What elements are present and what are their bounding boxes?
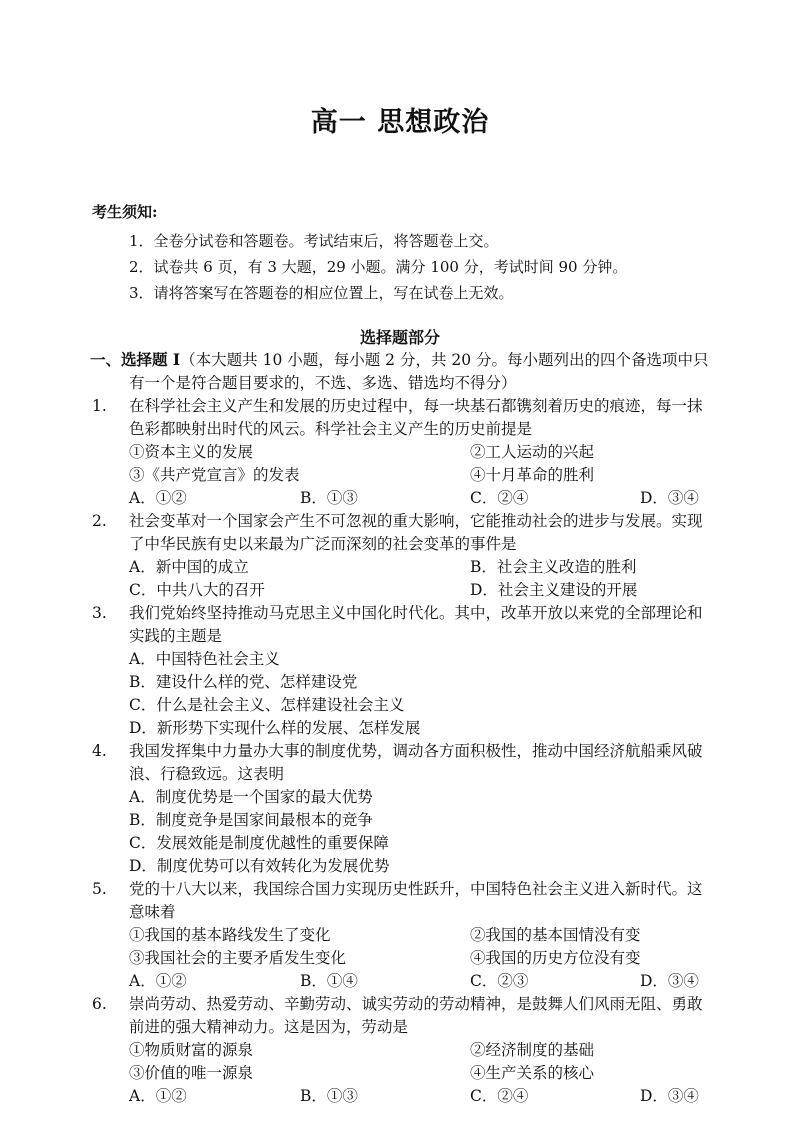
statement-item: ②我国的基本国情没有变 bbox=[470, 926, 641, 944]
answer-choice: B．①④ bbox=[300, 972, 358, 990]
statement-item: ②工人运动的兴起 bbox=[470, 443, 595, 461]
statement-item: ③《共产党宣言》的发表 bbox=[129, 466, 300, 484]
notice-item-1: 1．全卷分试卷和答题卷。考试结束后，将答题卷上交。 bbox=[129, 232, 499, 250]
answer-choice: D．社会主义建设的开展 bbox=[470, 581, 638, 599]
answer-choice: C．②④ bbox=[470, 489, 529, 507]
answer-choice: D．制度优势可以有效转化为发展优势 bbox=[129, 857, 390, 875]
part1-desc-2: 有一个是符合题目要求的，不选、多选、错选均不得分） bbox=[129, 374, 517, 392]
answer-choice: C．什么是社会主义、怎样建设社会主义 bbox=[129, 696, 405, 714]
answer-choice: C．中共八大的召开 bbox=[129, 581, 265, 599]
question-stem: 我国发挥集中力量办大事的制度优势，调动各方面积极性，推动中国经济航船乘风破 bbox=[129, 742, 703, 760]
question-stem: 浪、行稳致远。这表明 bbox=[129, 765, 285, 783]
answer-choice: B．社会主义改造的胜利 bbox=[470, 558, 637, 576]
question-stem: 色彩都映射出时代的风云。科学社会主义产生的历史前提是 bbox=[129, 420, 533, 438]
statement-item: ③价值的唯一源泉 bbox=[129, 1064, 254, 1082]
answer-choice: A．①② bbox=[129, 489, 187, 507]
statement-item: ④我国的历史方位没有变 bbox=[470, 949, 641, 967]
question-stem: 意味着 bbox=[129, 903, 176, 921]
question-stem: 我们党始终坚持推动马克思主义中国化时代化。其中，改革开放以来党的全部理论和 bbox=[129, 604, 703, 622]
question-number: 6. bbox=[92, 995, 107, 1013]
answer-choice: B．建设什么样的党、怎样建设党 bbox=[129, 673, 358, 691]
question-number: 3. bbox=[92, 604, 107, 622]
answer-choice: D．③④ bbox=[640, 489, 699, 507]
answer-choice: A．①② bbox=[129, 972, 187, 990]
statement-item: ①资本主义的发展 bbox=[129, 443, 254, 461]
question-number: 1. bbox=[92, 397, 107, 415]
answer-choice: A．制度优势是一个国家的最大优势 bbox=[129, 788, 373, 806]
answer-choice: C．②③ bbox=[470, 972, 529, 990]
question-stem: 实践的主题是 bbox=[129, 627, 223, 645]
statement-item: ①物质财富的源泉 bbox=[129, 1041, 254, 1059]
statement-item: ①我国的基本路线发生了变化 bbox=[129, 926, 331, 944]
part1-label: 一、选择题 I bbox=[90, 350, 181, 369]
statement-item: ②经济制度的基础 bbox=[470, 1041, 595, 1059]
answer-choice: B．①③ bbox=[300, 489, 358, 507]
statement-item: ④生产关系的核心 bbox=[470, 1064, 595, 1082]
answer-choice: C．发展效能是制度优越性的重要保障 bbox=[129, 834, 389, 852]
question-stem: 前进的强大精神动力。这是因为，劳动是 bbox=[129, 1018, 409, 1036]
notice-item-2: 2．试卷共 6 页，有 3 大题，29 小题。满分 100 分，考试时间 90 分钟。 bbox=[129, 258, 628, 276]
answer-choice: C．②④ bbox=[470, 1087, 529, 1105]
notice-heading: 考生须知: bbox=[92, 203, 158, 221]
answer-choice: B．①③ bbox=[300, 1087, 358, 1105]
question-number: 4. bbox=[92, 742, 107, 760]
section-title: 选择题部分 bbox=[359, 328, 440, 347]
answer-choice: A．中国特色社会主义 bbox=[129, 650, 280, 668]
answer-choice: A．①② bbox=[129, 1087, 187, 1105]
notice-item-3: 3．请将答案写在答题卷的相应位置上，写在试卷上无效。 bbox=[129, 284, 514, 302]
question-stem: 崇尚劳动、热爱劳动、辛勤劳动、诚实劳动的劳动精神，是鼓舞人们风雨无阻、勇敢 bbox=[129, 995, 703, 1013]
part1-desc-1: （本大题共 10 小题，每小题 2 分，共 20 分。每小题列出的四个备选项中只 bbox=[180, 351, 709, 369]
page-title: 高一 思想政治 bbox=[310, 107, 490, 138]
question-number: 5. bbox=[92, 880, 107, 898]
question-number: 2. bbox=[92, 512, 107, 530]
answer-choice: D．③④ bbox=[640, 972, 699, 990]
answer-choice: B．制度竞争是国家间最根本的竞争 bbox=[129, 811, 373, 829]
question-stem: 社会变革对一个国家会产生不可忽视的重大影响，它能推动社会的进步与发展。实现 bbox=[129, 512, 703, 530]
statement-item: ③我国社会的主要矛盾发生变化 bbox=[129, 949, 347, 967]
question-stem: 在科学社会主义产生和发展的历史过程中，每一块基石都镌刻着历史的痕迹，每一抹 bbox=[129, 397, 703, 415]
answer-choice: A．新中国的成立 bbox=[129, 558, 249, 576]
answer-choice: D．③④ bbox=[640, 1087, 699, 1105]
answer-choice: D．新形势下实现什么样的发展、怎样发展 bbox=[129, 719, 421, 737]
question-stem: 了中华民族有史以来最为广泛而深刻的社会变革的事件是 bbox=[129, 535, 517, 553]
part1-header bbox=[90, 350, 709, 370]
question-stem: 党的十八大以来，我国综合国力实现历史性跃升，中国特色社会主义进入新时代。这 bbox=[129, 880, 703, 898]
statement-item: ④十月革命的胜利 bbox=[470, 466, 595, 484]
